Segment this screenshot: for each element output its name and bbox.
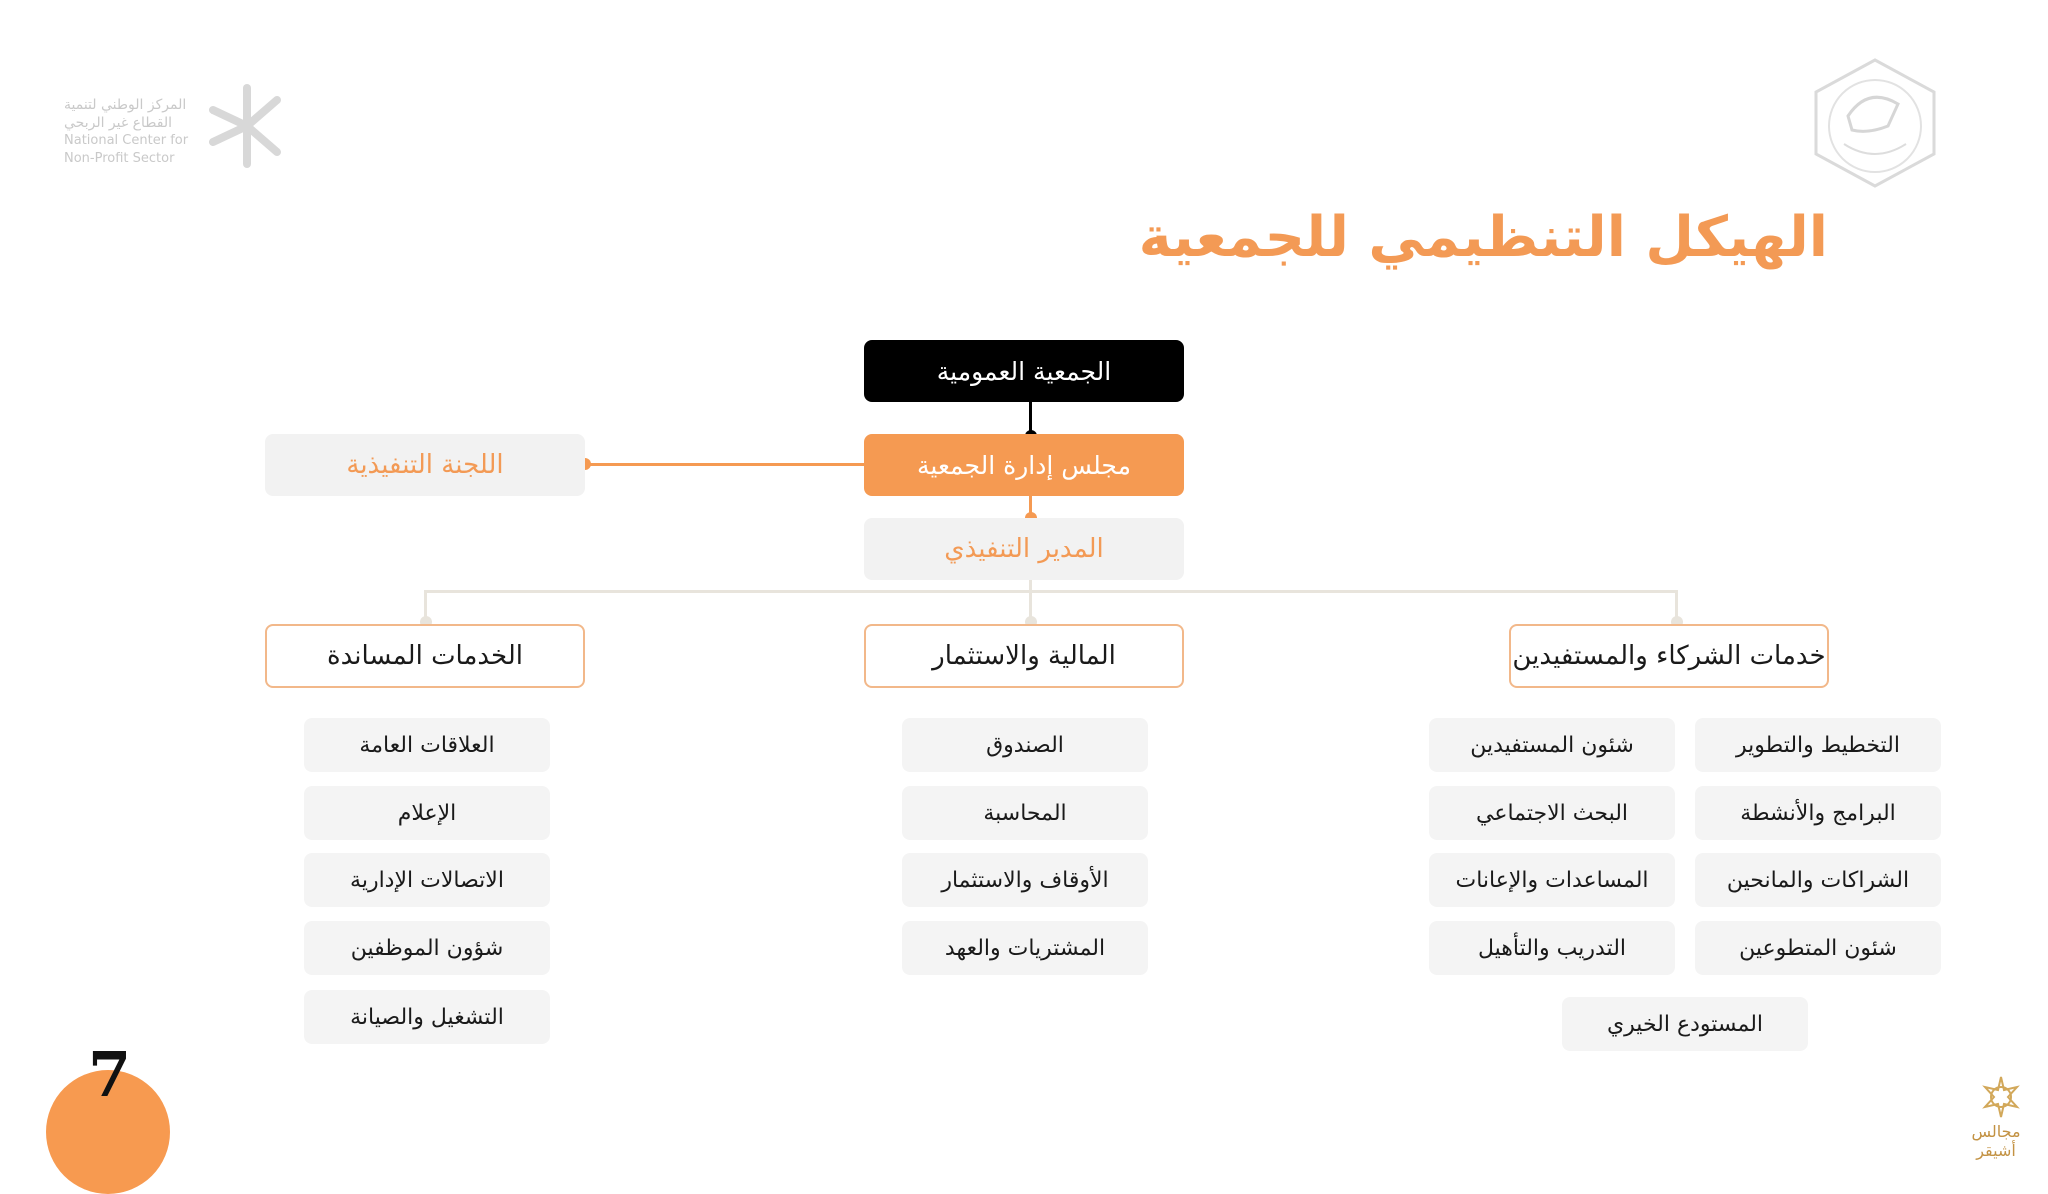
- unit-label: العلاقات العامة: [359, 732, 495, 758]
- connector-horizontal: [424, 590, 1678, 593]
- unit-label: الصندوق: [986, 732, 1064, 758]
- executive-committee-label: اللجنة التنفيذية: [346, 450, 504, 480]
- unit-operations-maintenance: [304, 990, 550, 1044]
- unit-social-research: [1429, 786, 1675, 840]
- executive-director-label: المدير التنفيذي: [944, 534, 1104, 564]
- logo-line-3: National Center for: [64, 133, 189, 148]
- unit-volunteer-affairs: [1695, 921, 1941, 975]
- department-support: [265, 624, 585, 688]
- unit-endowments-investment: [902, 853, 1148, 907]
- connector-board-committee: [586, 463, 866, 466]
- unit-aid-assistance: [1429, 853, 1675, 907]
- department-partners: [1509, 624, 1829, 688]
- unit-label: الأوقاف والاستثمار: [941, 867, 1109, 893]
- executive-committee-box: [265, 434, 585, 496]
- department-support-label: الخدمات المساندة: [327, 641, 523, 671]
- page-title: الهيكل التنظيمي للجمعية: [1138, 205, 1828, 270]
- unit-label: شئون المتطوعين: [1739, 935, 1897, 961]
- unit-admin-communications: [304, 853, 550, 907]
- unit-label: المساعدات والإعانات: [1455, 867, 1649, 893]
- unit-label: المستودع الخيري: [1606, 1011, 1764, 1037]
- logo-text: [64, 96, 204, 168]
- asterisk-logo-icon: [205, 80, 285, 172]
- unit-public-relations: [304, 718, 550, 772]
- unit-label: الإعلام: [397, 800, 457, 826]
- department-partners-label: خدمات الشركاء والمستفيدين: [1512, 641, 1826, 671]
- unit-employee-affairs: [304, 921, 550, 975]
- logo-line-2: القطاع غير الربحي: [64, 115, 172, 131]
- logo-line-1: المركز الوطني لتنمية: [64, 97, 187, 113]
- unit-label: شئون المستفيدين: [1470, 732, 1634, 758]
- unit-label: التشغيل والصيانة: [350, 1004, 504, 1030]
- board-box: [864, 434, 1184, 496]
- unit-label: شؤون الموظفين: [350, 935, 504, 961]
- unit-label: البحث الاجتماعي: [1475, 800, 1629, 826]
- unit-label: التدريب والتأهيل: [1477, 935, 1627, 961]
- unit-programs-activities: [1695, 786, 1941, 840]
- department-finance: [864, 624, 1184, 688]
- association-emblem-icon: [1808, 56, 1942, 190]
- unit-label: الشراكات والمانحين: [1726, 867, 1910, 893]
- bottom-logo-text: مجالس أشيقر: [1971, 1122, 2021, 1160]
- executive-director-box: [864, 518, 1184, 580]
- unit-fund: [902, 718, 1148, 772]
- unit-label: الاتصالات الإدارية: [350, 867, 504, 893]
- general-assembly-label: الجمعية العمومية: [936, 356, 1112, 386]
- unit-media: [304, 786, 550, 840]
- unit-partnerships-donors: [1695, 853, 1941, 907]
- unit-label: البرامج والأنشطة: [1740, 800, 1896, 826]
- board-label: مجلس إدارة الجمعية: [917, 450, 1131, 480]
- majalis-ushaiqer-logo-icon: [1978, 1074, 2024, 1120]
- unit-label: التخطيط والتطوير: [1736, 732, 1900, 758]
- unit-charity-warehouse: [1562, 997, 1808, 1051]
- unit-label: المشتريات والعهد: [944, 935, 1106, 961]
- unit-beneficiary-affairs: [1429, 718, 1675, 772]
- page-number: 7: [88, 1038, 132, 1111]
- unit-planning-development: [1695, 718, 1941, 772]
- department-finance-label: المالية والاستثمار: [932, 641, 1116, 671]
- unit-accounting: [902, 786, 1148, 840]
- general-assembly-box: [864, 340, 1184, 402]
- unit-procurement-custody: [902, 921, 1148, 975]
- unit-training-qualification: [1429, 921, 1675, 975]
- logo-line-4: Non-Profit Sector: [64, 151, 175, 166]
- unit-label: المحاسبة: [983, 800, 1067, 826]
